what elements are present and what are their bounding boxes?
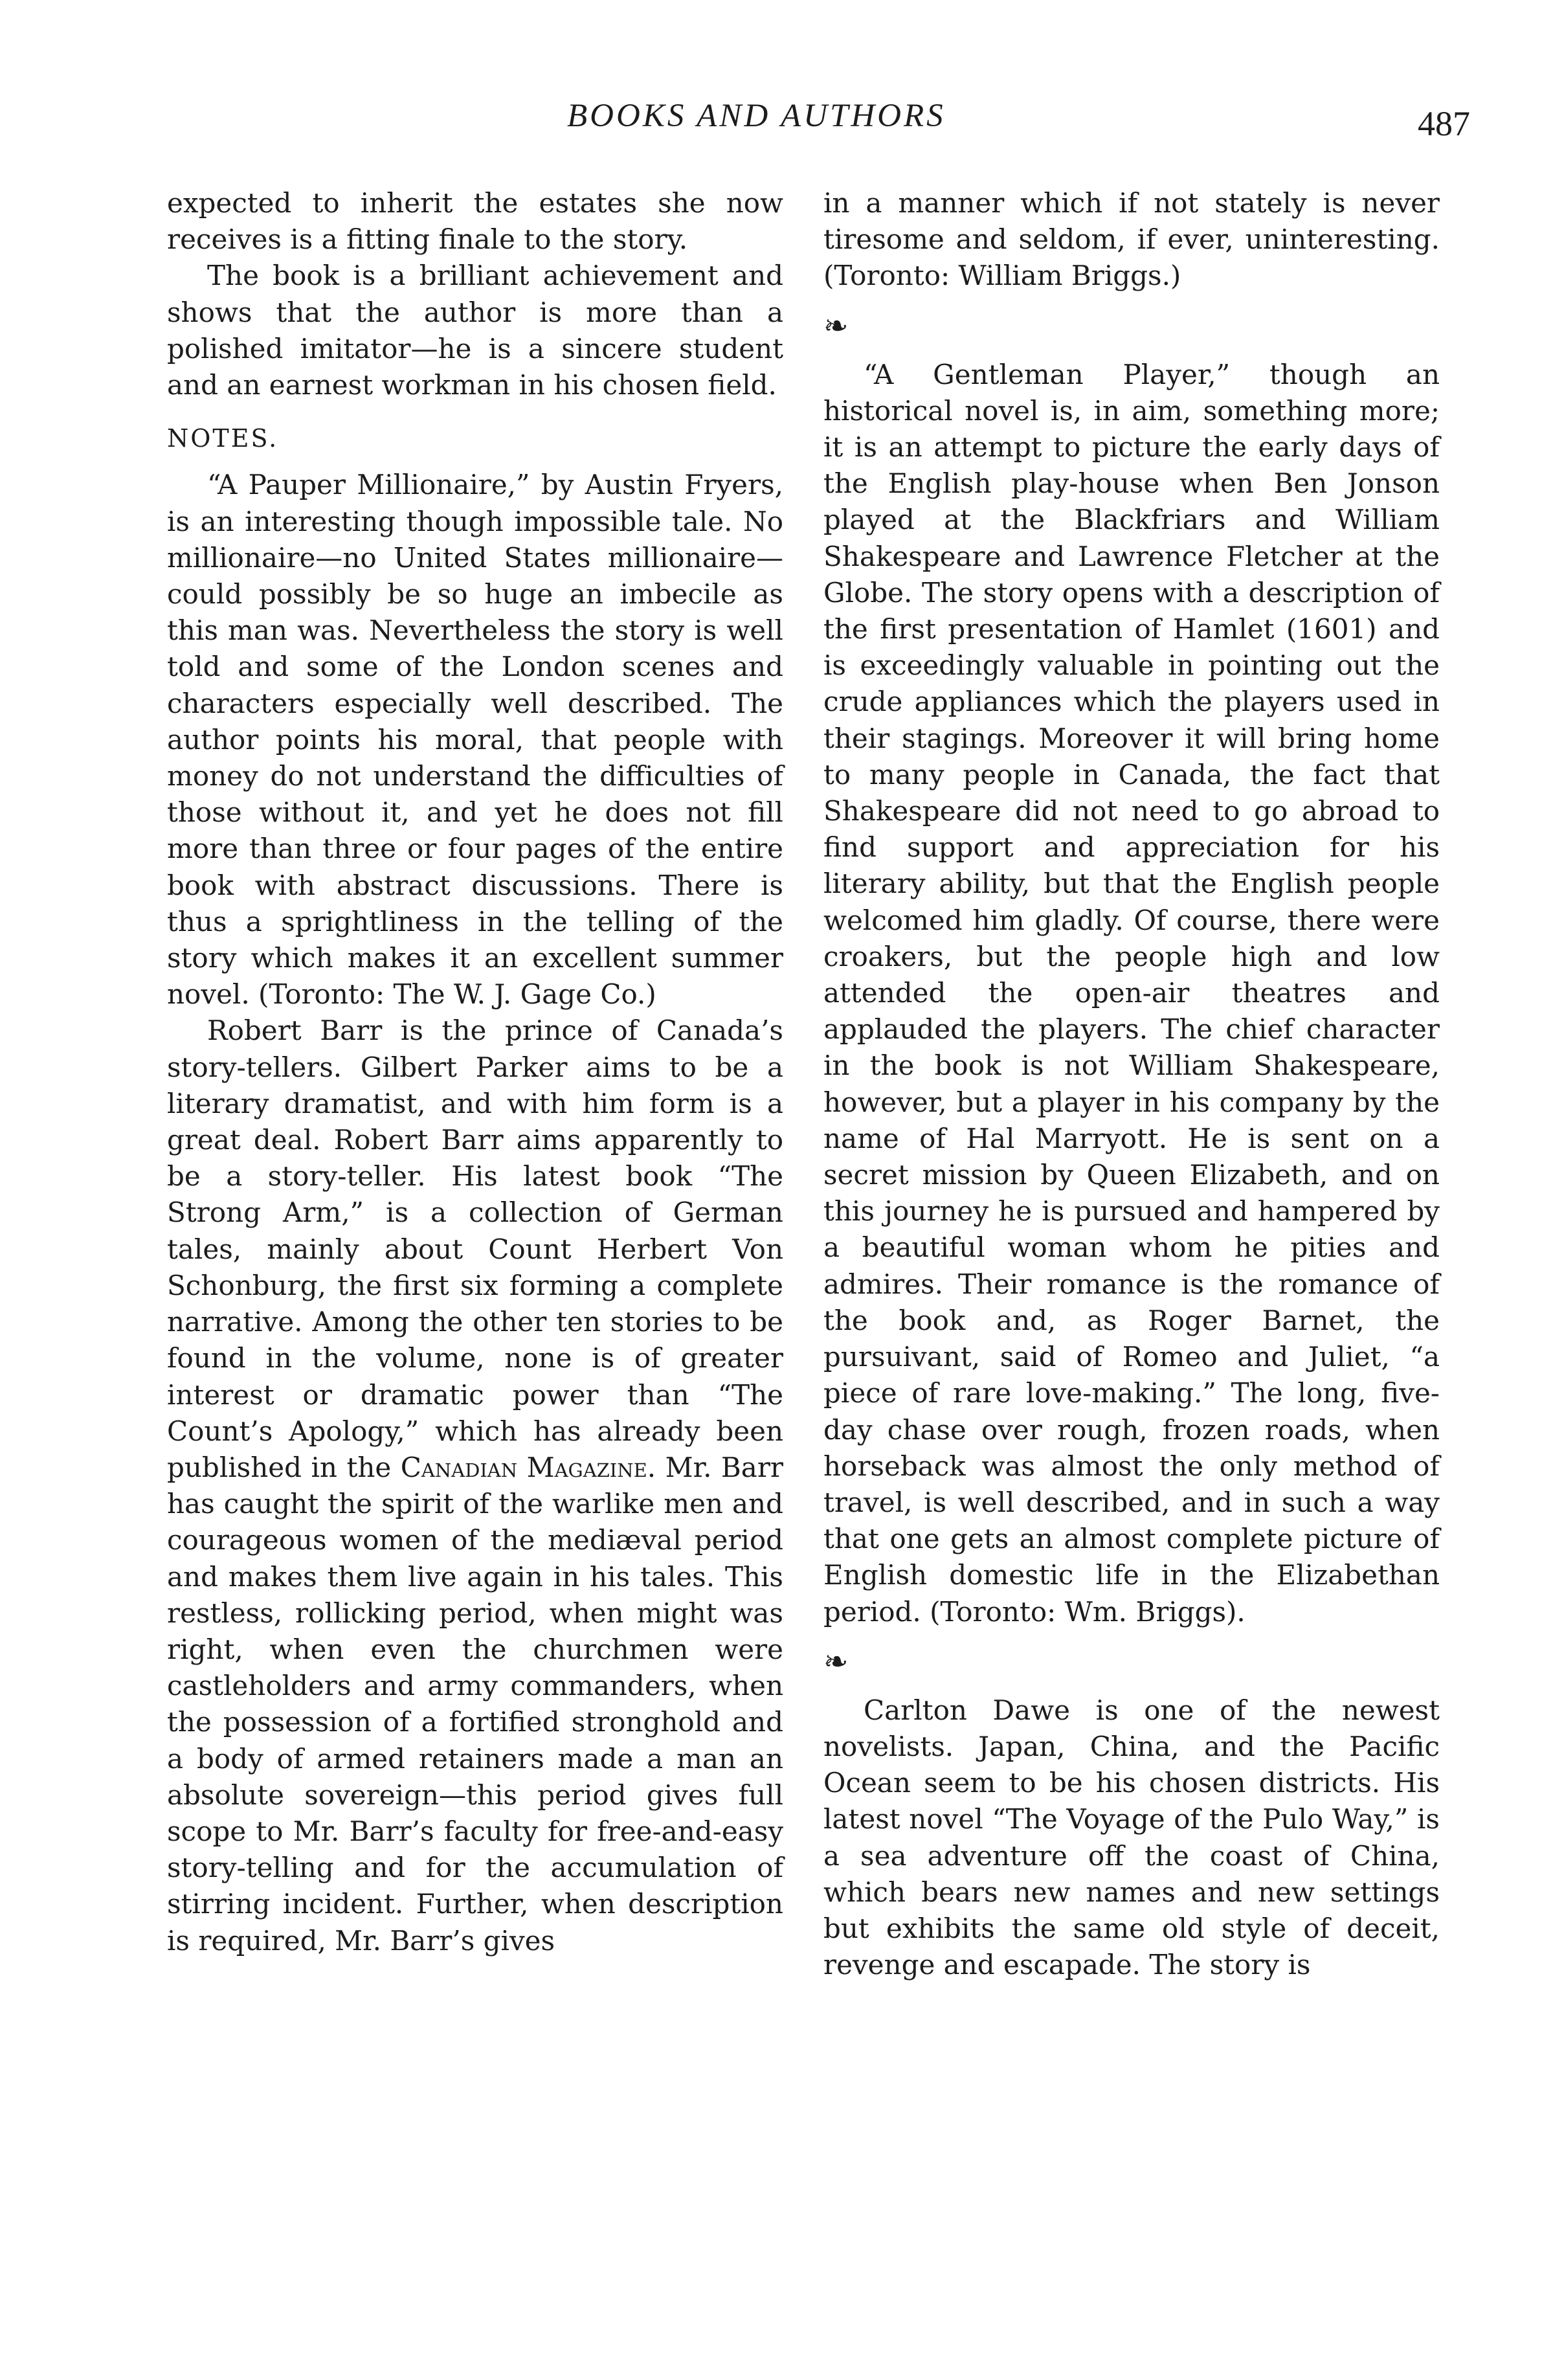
robert-barr-text-b: Mr. Barr has caught the spirit of the warlike men and courageous women of the mediæval period and makes them live again in his tales. This restless, rollicking period, when might was right, when even the churchmen were castleholders and army commanders, when the possession of a fortified stronghold and a body of armed retainers made a man an absolute sovereign—this period gives full scope to Mr. Barr’s faculty for free-and-easy story-telling and for the accumulation of stirring incident. Further, when description is required, Mr. Barr’s gives xyxy=(167,1451,783,1957)
page-number: 487 xyxy=(1418,104,1470,143)
paragraph-continued: expected to inherit the estates she now receives is a fitting finale to the story. xyxy=(167,187,783,256)
paragraph-pauper-millionaire: “A Pauper Millionaire,” by Austin Fryers, is an interesting though impossible tale. No millionaire—no United States millionaire—could possibly be so huge an imbecile as this man was. Nevertheless the story is well told and some of the London scenes and characters especially well described. The author points his moral, that people with money do not understand the difficulties of those without it, and yet he does not fill more than three or four pages of the entire book with abstract discussions. There is thus a sprightliness in the telling of the story which makes it an excellent summer novel. (Toronto: The W. J. Gage Co.) xyxy=(167,469,783,1011)
running-title: BOOKS AND AUTHORS xyxy=(567,98,946,134)
robert-barr-text-a: Robert Barr is the prince of Canada’s story-tellers. Gilbert Parker aims to be a literary dramatist, and with him form is a great deal. Robert Barr aims apparently to be a story-teller. His latest book “The Strong Arm,” is a collection of German tales, mainly about Count Herbert Von Schonburg, the first six forming a complete narrative. Among the other ten stories to be found in the volume, none is of greater interest or dramatic power than “The Count’s Apology,” which has already been published in the xyxy=(167,1015,783,1483)
paragraph-gentleman-player: “A Gentleman Player,” though an historical novel is, in aim, something more; it is an attempt to picture the early days of the English play-house when Ben Jonson played at the Blackfriars and William Shakespeare and Lawrence Fletcher at the Globe. The story opens with a description of the first presentation of Hamlet (1601) and is exceedingly valuable in pointing out the crude appliances which the players used in their stagings. Moreover it will bring home to many people in Canada, the fact that Shakespeare did not need to go abroad to find support and appreciation for his literary ability, but that the English people welcomed him gladly. Of course, there were croakers, but the people high and low attended the open-air theatres and applauded the players. The chief character in the book is not William Shakespeare, however, but a player in his company by the name of Hal Marryott. He is sent on a secret mission by Queen Elizabeth, and on this journey he is pursued and hampered by a beautiful woman whom he pities and admires. Their romance is the romance of the book and, as Roger Barnet, the pursuivant, said of Romeo and Juliet, “a piece of rare love-making.” The long, five-day chase over rough, frozen roads, when horseback was almost the only method of travel, is well described, and in such a way that one gets an almost complete picture of English domestic life in the Elizabethan period. (Toronto: Wm. Briggs). xyxy=(823,358,1440,1628)
paragraph-continued-right: in a manner which if not stately is never tiresome and seldom, if ever, uninteresting. (Toronto: William Briggs.) xyxy=(823,187,1440,292)
fleuron-ornament-icon: ❧ xyxy=(823,308,849,343)
canadian-magazine-title: Canadian Magazine. xyxy=(400,1451,656,1483)
running-header xyxy=(0,97,1564,155)
paragraph-carlton-dawe: Carlton Dawe is one of the newest novelists. Japan, China, and the Pacific Ocean seem to be his chosen districts. His latest novel “The Voyage of the Pulo Way,” is a sea adventure off the coast of China, which bears new names and new settings but exhibits the same old style of deceit, revenge and escapade. The story is xyxy=(823,1694,1440,1981)
right-column xyxy=(823,185,1440,1983)
left-column xyxy=(167,185,783,1959)
paragraph-achievement: The book is a brilliant achievement and shows that the author is more than a polished imitator—he is a sincere student and an earnest workman in his chosen field. xyxy=(167,260,783,401)
notes-heading: NOTES. xyxy=(167,424,279,453)
fleuron-ornament-icon: ❧ xyxy=(823,1643,849,1679)
paragraph-robert-barr xyxy=(167,1013,783,1959)
